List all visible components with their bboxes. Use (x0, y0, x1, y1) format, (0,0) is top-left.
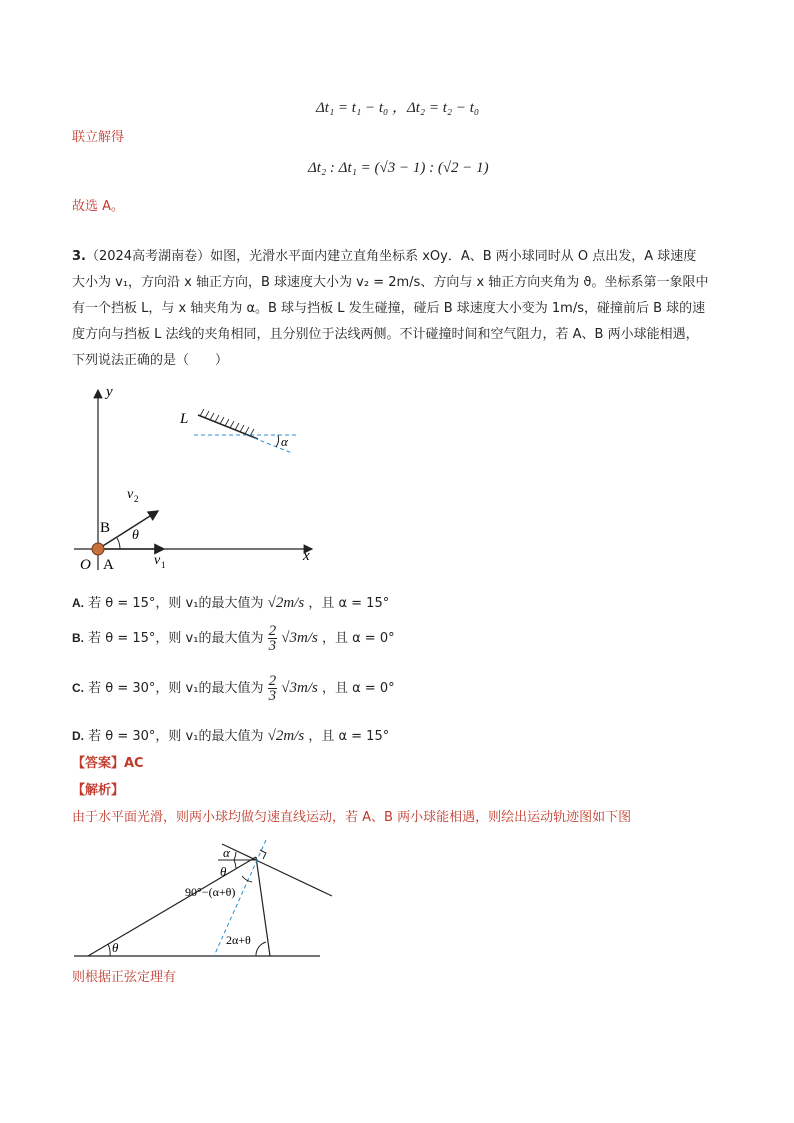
option-c-fraction (268, 674, 278, 703)
option-b-fraction (268, 624, 278, 653)
theta-label: θ (132, 528, 139, 543)
analysis-text: 由于水平面光滑，则两小球均做匀速直线运动，若 A、B 两小球能相遇，则绘出运动轨迹图如下图 (72, 810, 632, 825)
option-d-text: 若 θ = 30°，则 v₁的最大值为 (88, 729, 264, 744)
option-c[interactable] (72, 674, 395, 703)
v1-subscript: 1 (161, 560, 166, 570)
question-line-5: 下列说法正确的是（ ） (72, 353, 229, 368)
option-d-suffix: ，且 α = 15° (308, 729, 390, 744)
option-b-numerator: 2 (268, 623, 277, 639)
option-d-value: √2m/s (267, 728, 305, 744)
option-c-label: C. (72, 681, 84, 695)
origin-label: O (80, 557, 91, 573)
option-a-label: A. (72, 596, 84, 610)
analysis-title: 【解析】 (72, 783, 125, 798)
option-b-suffix: ，且 α = 0° (321, 631, 395, 646)
theta-top-arc (234, 860, 236, 868)
question-line-2: 大小为 v₁，方向沿 x 轴正方向，B 球速度大小为 v₂ = 2m/s、方向与 x 轴正方向夹角为 ϑ。坐标系第一象限中 (72, 275, 709, 290)
question-number: 3. (72, 249, 86, 264)
option-a[interactable] (72, 592, 389, 612)
question-text-1: 如图，光滑水平面内建立直角坐标系 xOy．A、B 两小球同时从 O 点出发，A 球速度 (210, 249, 697, 264)
option-c-text: 若 θ = 30°，则 v₁的最大值为 (88, 681, 264, 696)
left-angle-arc (242, 876, 252, 882)
right-angle-mark (260, 850, 266, 859)
trajectory-figure (70, 840, 338, 962)
answer: 【答案】AC (72, 756, 144, 771)
option-b-text: 若 θ = 15°，则 v₁的最大值为 (88, 631, 264, 646)
x-axis-label: x (303, 548, 310, 564)
theta-base-label: θ (112, 940, 119, 955)
option-d-label: D. (72, 729, 84, 743)
bottom-angle-label: 2α+θ (226, 933, 251, 947)
question-source: （2024高考湖南卷） (85, 249, 211, 264)
y-axis-label: y (106, 384, 113, 400)
ball-a-label: A (103, 557, 114, 573)
option-b-label: B. (72, 631, 84, 645)
alpha-label-2: α (223, 845, 230, 860)
closing-text: 则根据正弦定理有 (72, 970, 177, 985)
coordinate-figure (70, 378, 320, 578)
option-a-suffix: ，且 α = 15° (308, 596, 390, 611)
ball-b-label: B (100, 520, 111, 536)
theta-top-label: θ (220, 864, 227, 879)
question-line-1 (72, 244, 732, 270)
v1-label: v (154, 553, 161, 568)
option-c-numerator: 2 (268, 673, 277, 689)
question-3 (72, 244, 732, 374)
option-a-text: 若 θ = 15°，则 v₁的最大值为 (88, 596, 264, 611)
question-line-4: 度方向与挡板 L 法线的夹角相同，且分别位于法线两侧。不计碰撞时间和空气阻力，若 A、B 两小球能相遇， (72, 327, 699, 342)
option-b-value: √3m/s (281, 630, 318, 646)
alpha-arc-2 (234, 852, 236, 860)
option-b[interactable] (72, 624, 395, 653)
option-c-suffix: ，且 α = 0° (321, 681, 395, 696)
equation-delta-t: Δt₁ = t₁ − t₀ ，Δt₂ = t₂ − t₀ (316, 100, 480, 116)
alpha-arc (276, 435, 279, 447)
board-line (222, 844, 332, 896)
alpha-label: α (281, 434, 288, 449)
bottom-angle-arc (256, 942, 266, 956)
v2-label: v (127, 487, 134, 502)
option-b-denominator: 3 (268, 638, 277, 654)
equation-ratio: Δt₂ : Δt₁ = (√3 − 1) : (√2 − 1) (308, 160, 489, 176)
joint-solve-text: 联立解得 (72, 130, 125, 145)
option-a-value: √2m/s (267, 595, 305, 611)
theta-base-arc (108, 944, 110, 956)
option-d[interactable] (72, 725, 389, 745)
board-hatching (200, 409, 254, 436)
option-c-denominator: 3 (268, 688, 277, 704)
v2-subscript: 2 (134, 494, 139, 504)
choose-text: 故选 A。 (72, 199, 125, 214)
board-L-label: L (180, 411, 189, 427)
ball-origin (92, 543, 104, 555)
path-after-collision (256, 857, 270, 956)
theta-arc (117, 538, 120, 549)
question-line-3: 有一个挡板 L，与 x 轴夹角为 α。B 球与挡板 L 发生碰撞，碰后 B 球速度大小变为 1m/s，碰撞前后 B 球的速 (72, 301, 706, 316)
option-c-value: √3m/s (281, 680, 318, 696)
left-angle-label: 90°−(α+θ) (185, 885, 236, 899)
